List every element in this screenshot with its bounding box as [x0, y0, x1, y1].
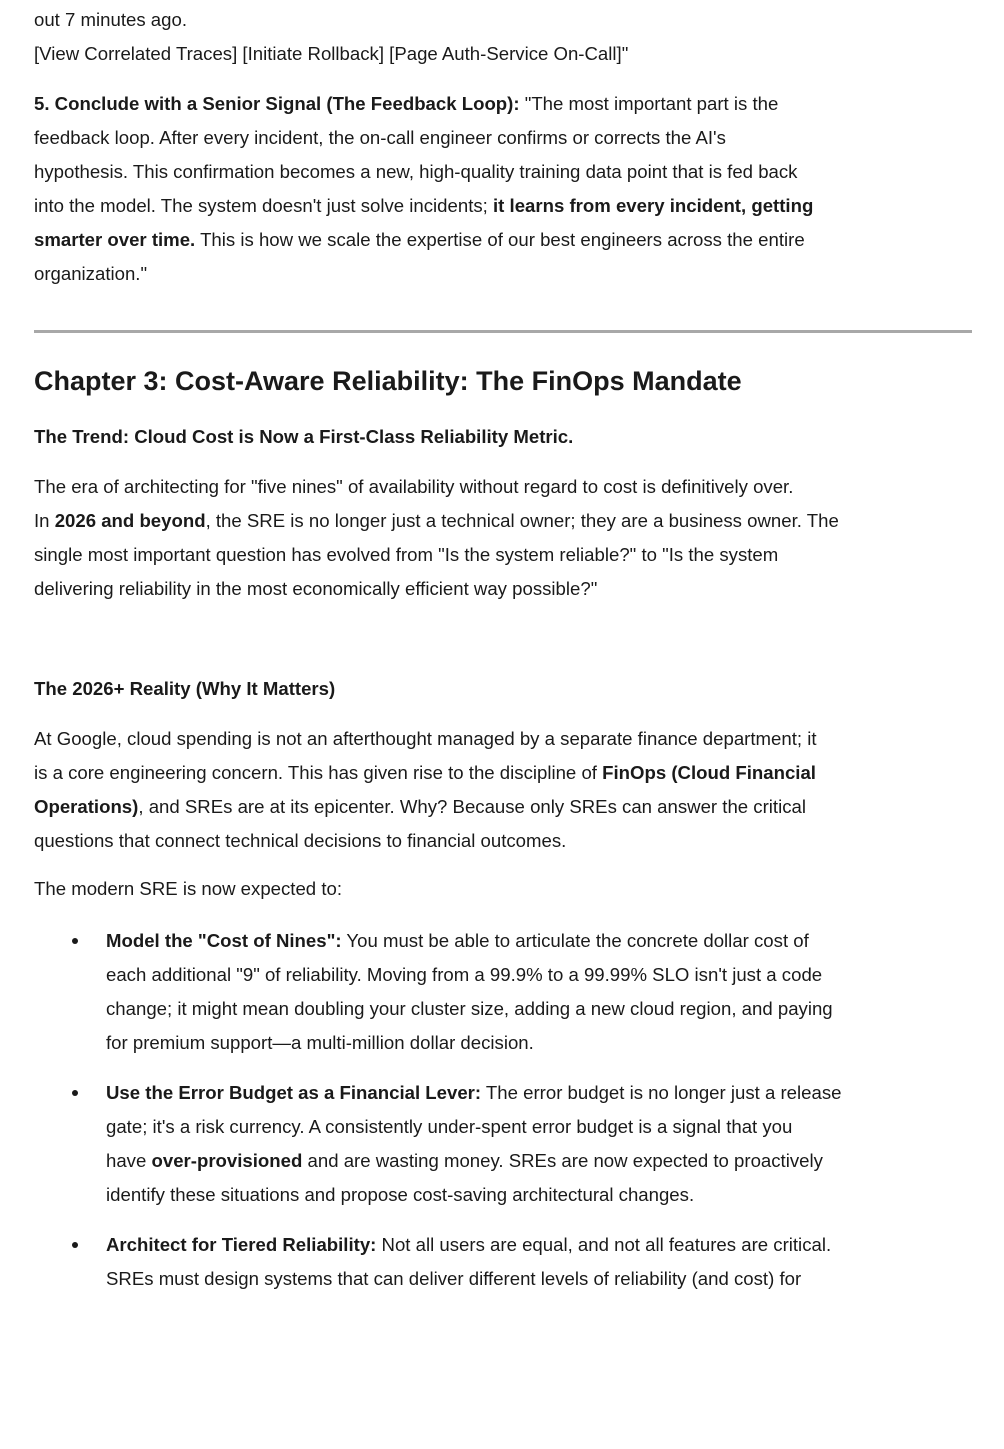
- bullet-icon: [72, 1242, 78, 1248]
- bold-text: FinOps (Cloud Financial Operations): [34, 762, 816, 817]
- text-run: You must be able to articulate the concrete dollar cost of each additional "9" of reliability. Moving from a 99.9% to a 99.99% SLO isn't just a code change; it might mean doubling your cluster size, adding a new cloud region, and paying for premium support—a multi-million dollar decision.: [106, 930, 833, 1053]
- text-run: out 7 minutes ago. [View Correlated Traces] [Initiate Rollback] [Page Auth-Service On-Call]": [34, 9, 629, 64]
- text-run: At Google, cloud spending is not an afterthought managed by a separate finance department; it is a core engineering concern. This has given rise to the discipline of: [34, 728, 817, 783]
- text-run: This is how we scale the expertise of our best engineers across the entire organization.": [34, 229, 805, 284]
- bold-text: 2026 and beyond: [54, 510, 206, 531]
- bold-text: Model the "Cost of Nines":: [106, 930, 342, 951]
- text-run: The error budget is no longer just a release gate; it's a risk currency. A consistently under-spent error budget is a signal that you have: [106, 1082, 842, 1171]
- era-paragraph: [34, 470, 839, 606]
- intro-tail: [34, 3, 628, 71]
- list-item: [106, 1228, 831, 1296]
- trend: [34, 420, 573, 454]
- text-run: , and SREs are at its epicenter. Why? Because only SREs can answer the critical questions that connect technical decisions to financial outcomes.: [34, 796, 806, 851]
- bold-text: it learns from every incident, getting smarter over time.: [34, 195, 814, 250]
- expected: [34, 872, 342, 906]
- reality-heading: [34, 672, 335, 706]
- bold-text: 5. Conclude with a Senior Signal (The Feedback Loop):: [34, 93, 520, 114]
- google-paragraph: [34, 722, 817, 858]
- list-item: [106, 1076, 841, 1212]
- text-run: The era of architecting for "five nines" of availability without regard to cost is definitively over. In: [34, 476, 794, 531]
- bullet-icon: [72, 1090, 78, 1096]
- step-5: [34, 87, 813, 291]
- bold-text: Use the Error Budget as a Financial Lever:: [106, 1082, 482, 1103]
- text-run: , the SRE is no longer just a technical owner; they are a business owner. The single most important question has evolved from "Is the system reliable?" to "Is the system delivering reliability in the most economically efficient way possible?": [34, 510, 839, 599]
- bold-text: The Trend: Cloud Cost is Now a First-Class Reliability Metric.: [34, 426, 574, 447]
- text-run: The modern SRE is now expected to:: [34, 878, 342, 899]
- chapter-heading: Chapter 3: Cost-Aware Reliability: The FinOps Mandate: [34, 366, 742, 396]
- text-run: "The most important part is the feedback loop. After every incident, the on-call engineer confirms or corrects the AI's hypothesis. This confirmation becomes a new, high-quality training data point that is fed back into the model. The system doesn't just solve incidents;: [34, 93, 798, 216]
- list-item: [106, 924, 833, 1060]
- horizontal-divider: [34, 330, 972, 333]
- bullet-icon: [72, 938, 78, 944]
- text-run: Not all users are equal, and not all features are critical. SREs must design systems that can deliver different levels of reliability (and cost) for: [106, 1234, 832, 1289]
- text-run: and are wasting money. SREs are now expected to proactively identify these situations and propose cost-saving architectural changes.: [106, 1150, 823, 1205]
- bold-text: Architect for Tiered Reliability:: [106, 1234, 377, 1255]
- bold-text: The 2026+ Reality (Why It Matters): [34, 678, 336, 699]
- bold-text: over-provisioned: [151, 1150, 303, 1171]
